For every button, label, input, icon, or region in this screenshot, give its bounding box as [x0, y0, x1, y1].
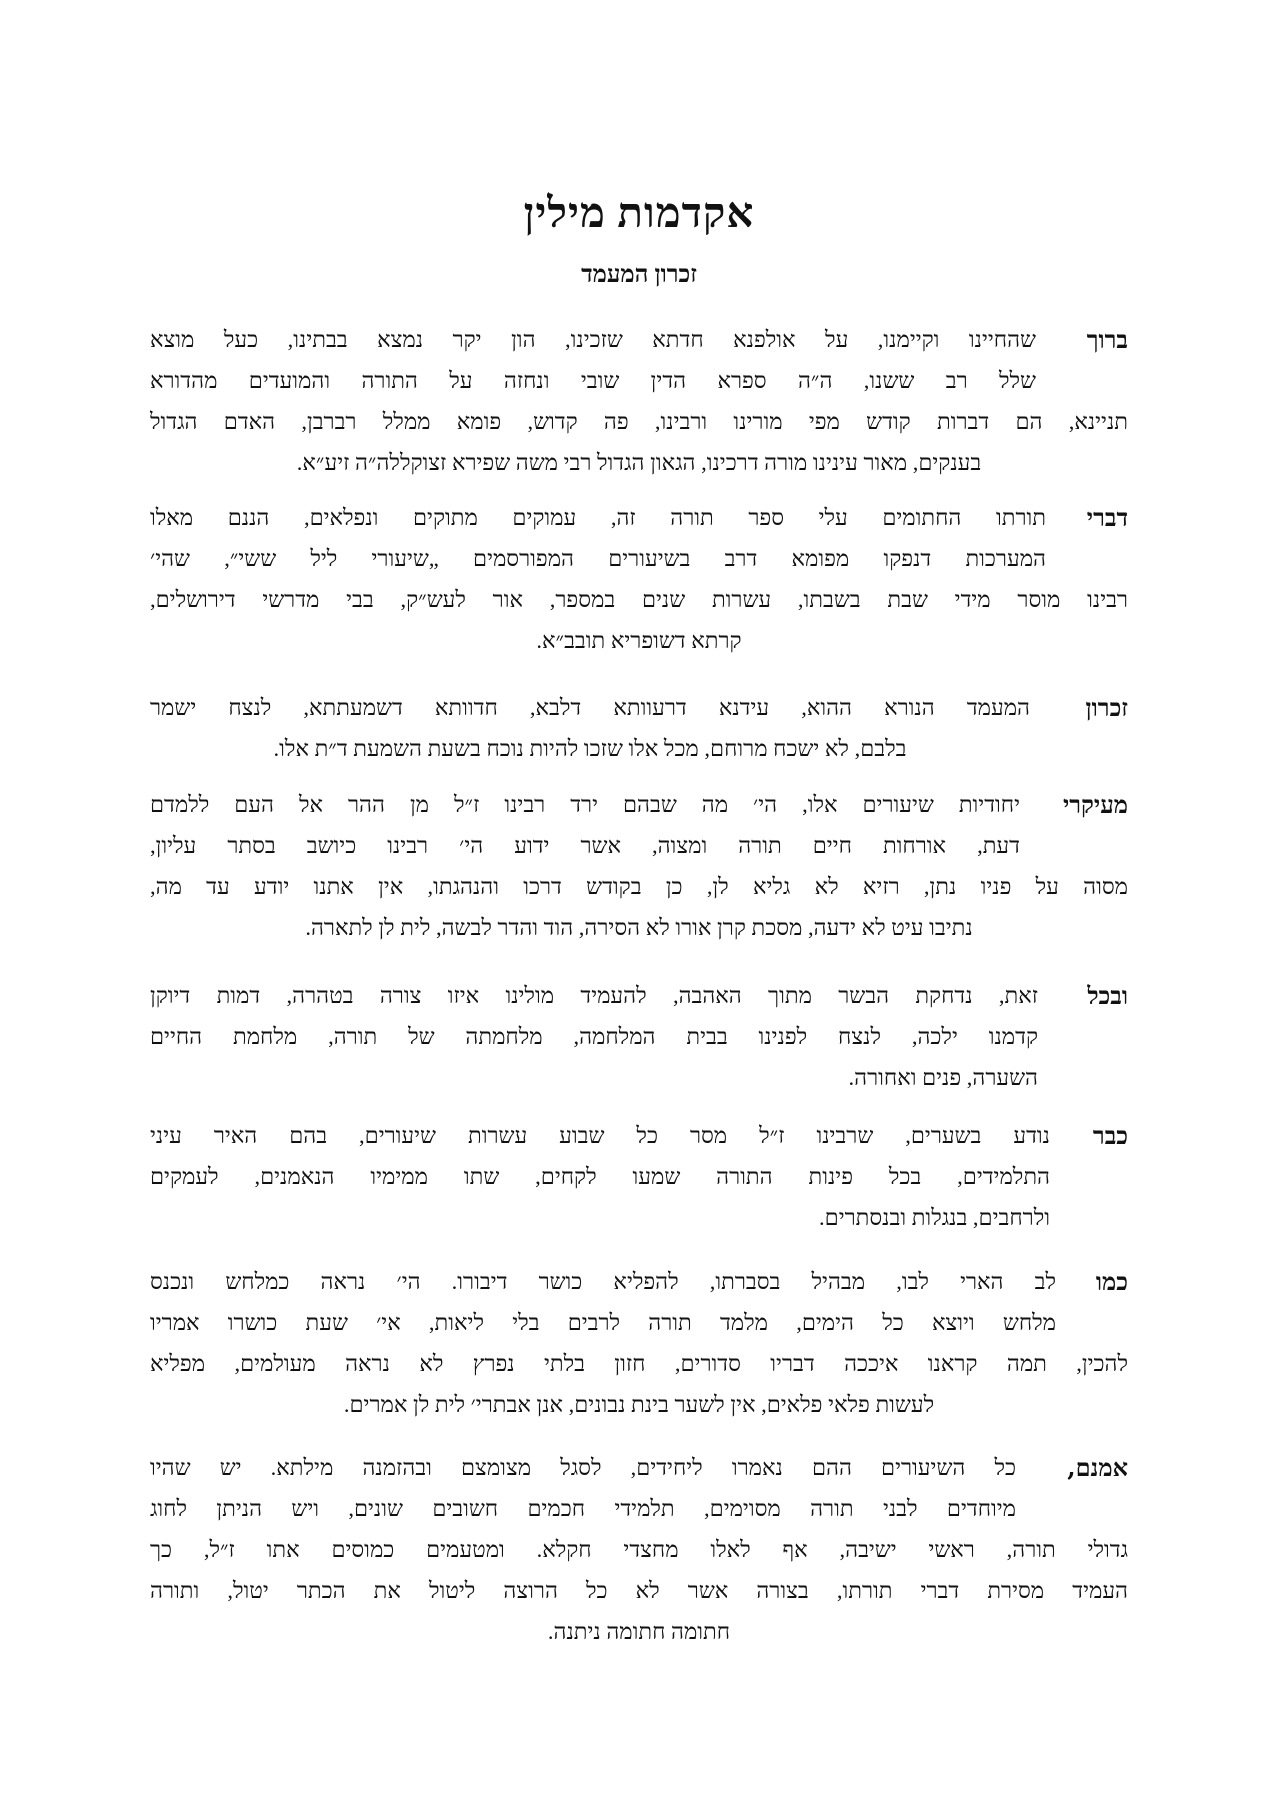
paragraph-lead-word: מעיקרי [1062, 790, 1128, 819]
paragraph-line: שלל רב ששנו, ה״ה ספרא הדין שובי ונחזה על התורה והמועדים מהדורא [150, 368, 1036, 393]
paragraph-line: שהחיינו וקיימנו, על אולפנא חדתא שזכינו, הון יקר נמצא בבתינו, כעל מוצא [150, 327, 1036, 352]
paragraph-lead-word: דברי [1086, 503, 1128, 532]
paragraph-line: תורתו החתומים עלי ספר תורה זה, עמוקים מתוקים ונפלאים, הננם מאלו [150, 505, 1046, 530]
paragraph-lead-word: אמנם, [1067, 1453, 1128, 1482]
paragraph-line: העמיד מסירת דברי תורתו, בצורה אשר לא כל הרוצה ליטול את הכתר יטול, ותורה [150, 1578, 1128, 1603]
paragraph-line: יחודיות שיעורים אלו, הי׳ מה שבהם ירד רבינו ז״ל מן ההר אל העם ללמדם [150, 792, 1020, 817]
paragraph-line: גדולי תורה, ראשי ישיבה, אף לאלו מחצדי חקלא. ומטעמים כמוסים אתו ז״ל, כך [150, 1537, 1128, 1562]
paragraph-line: זאת, נדחקת הבשר מתוך האהבה, להעמיד מולינו איזו צורה בטהרה, דמות דיוקן [150, 983, 1038, 1008]
paragraph-lead-word: זכרון [1085, 693, 1128, 722]
paragraph-line: נתיבו עיט לא ידעה, מסכת קרן אורו לא הסירה, הוד והדר לבשה, לית לן לתארה. [305, 915, 973, 940]
paragraph-line: לעשות פלאי פלאים, אין לשער בינת נבונים, אנן אבתרי׳ לית לן אמרים. [343, 1392, 935, 1417]
page-title: אקדמות מילין [523, 191, 755, 237]
paragraph-line: דעת, אורחות חיים תורה ומצוה, אשר ידוע הי׳ רבינו כיושב בסתר עליון, [150, 833, 1020, 858]
paragraph-line: מלחש ויוצא כל הימים, מלמד תורה לרבים בלי ליאות, אי׳ שעת כושרו אמריו [150, 1310, 1056, 1335]
paragraph-line: רבינו מוסר מידי שבת בשבתו, עשרות שנים במספר, אור לעש״ק, בבי מדרשי דירושלים, [150, 587, 1128, 612]
paragraph-line: קרתא דשופריא תובב״א. [536, 628, 742, 653]
paragraph-lead-word: כבר [1092, 1121, 1128, 1150]
page-subtitle: זכרון המעמד [581, 262, 697, 288]
paragraph-line: בלבם, לא ישכח מרוחם, מכל אלו שזכו להיות נוכח בשעת השמעת ד״ת אלו. [273, 736, 907, 761]
paragraph-line: חתומה חתומה ניתנה. [547, 1619, 731, 1644]
paragraph-line: המערכות דנפקו מפומא דרב בשיעורים המפורסמים „שיעורי ליל ששי״, שהי׳ [150, 546, 1046, 571]
paragraph-line: ולרחבים, בנגלות ובנסתרים. [819, 1205, 1050, 1230]
paragraph-line: להכין, תמה קראנו איככה דבריו סדורים, חזון בלתי נפרץ לא נראה מעולמים, מפליא [150, 1351, 1128, 1376]
paragraph-lead-word: ברוך [1086, 325, 1128, 354]
paragraph-line: מיוחדים לבני תורה מסוימים, תלמידי חכמים חשובים שונים, ויש הניתן לחוג [150, 1496, 1016, 1521]
paragraph-line: התלמידים, בכל פינות התורה שמעו לקחים, שתו ממימיו הנאמנים, לעמקים [150, 1164, 1050, 1189]
paragraph-line: מסוה על פניו נתן, רזיא לא גליא לן, כן בקודש דרכו והנהגתו, אין אתנו יודע עד מה, [150, 874, 1128, 899]
paragraph-line: השערה, פנים ואחורה. [848, 1065, 1038, 1090]
paragraph-line: קדמנו ילכה, לנצח לפנינו בבית המלחמה, מלחמתה של תורה, מלחמת החיים [150, 1024, 1038, 1049]
paragraph-line: כל השיעורים ההם נאמרו ליחידים, לסגל מצומצם ובהזמנה מילתא. יש שהיו [150, 1455, 1016, 1480]
paragraph-lead-word: כמו [1095, 1267, 1128, 1296]
paragraph-line: המעמד הנורא ההוא, עידנא דרעוותא דלבא, חדוותא דשמעתתא, לנצח ישמר [150, 695, 1030, 720]
paragraph-line: לב הארי לבו, מבהיל בסברתו, להפליא כושר דיבורו. הי׳ נראה כמלחש ונכנס [150, 1269, 1056, 1294]
paragraph-line: תניינא, הם דברות קודש מפי מורינו ורבינו, פה קדוש, פומא ממלל רברבן, האדם הגדול [150, 409, 1128, 434]
paragraph-lead-word: ובכל [1087, 981, 1128, 1010]
paragraph-line: נודע בשערים, שרבינו ז״ל מסר כל שבוע עשרות שיעורים, בהם האיר עיני [150, 1123, 1050, 1148]
paragraph-line: בענקים, מאור עינינו מורה דרכינו, הגאון הגדול רבי משה שפירא זצוקללה״ה זיע״א. [296, 450, 982, 475]
